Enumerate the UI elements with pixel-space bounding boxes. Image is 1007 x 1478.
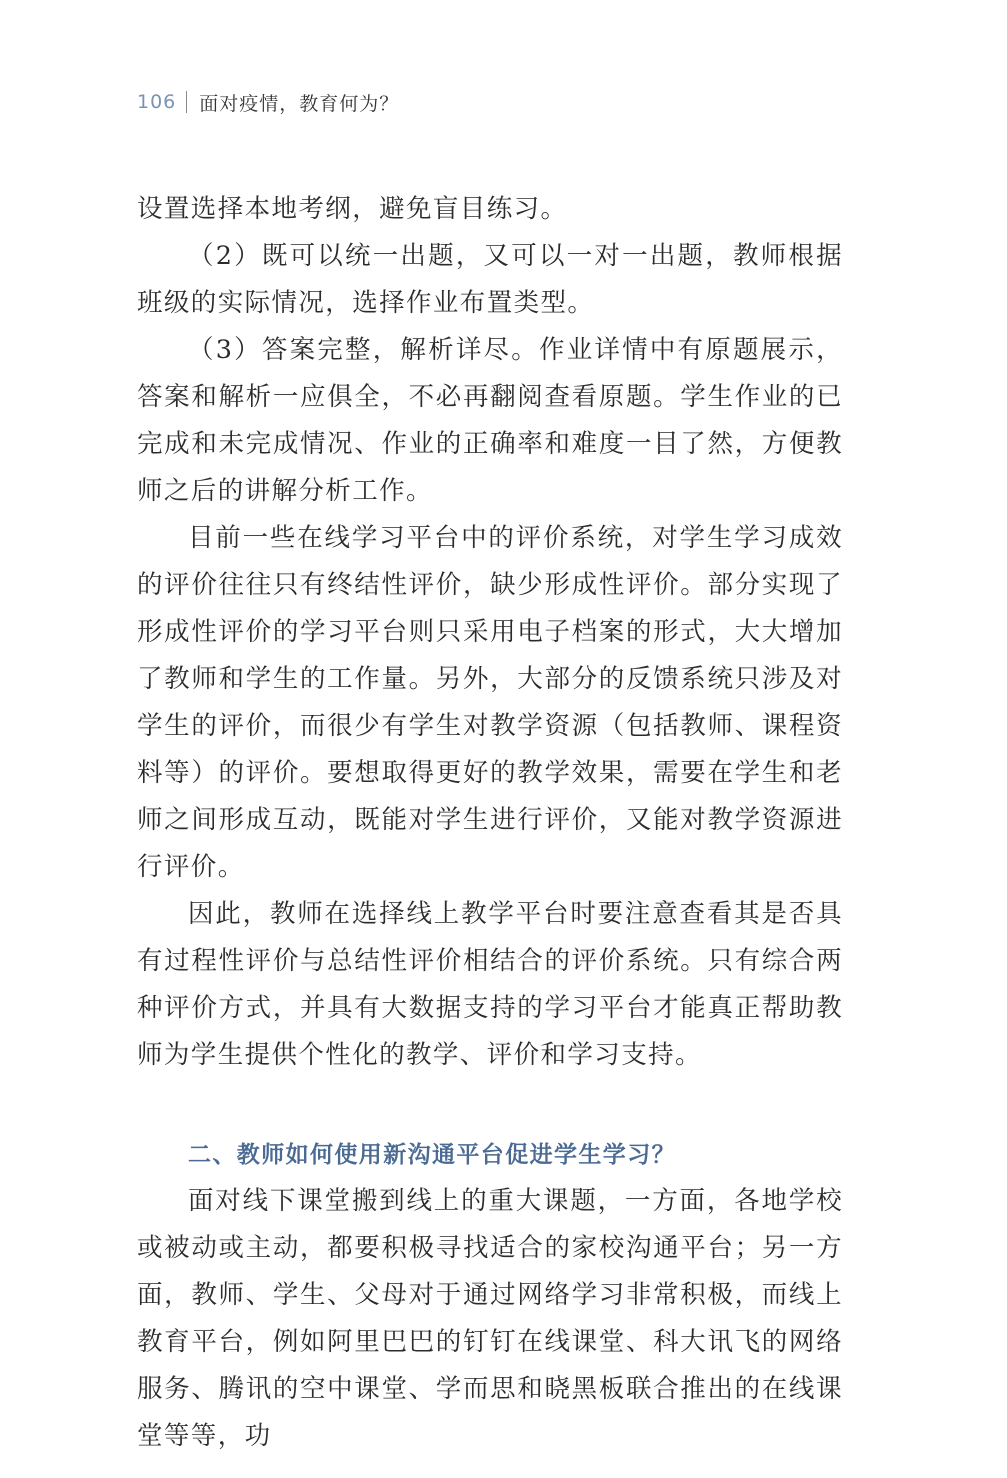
section-heading: 二、教师如何使用新沟通平台促进学生学习？ xyxy=(188,1142,676,1168)
header-divider xyxy=(186,91,187,113)
paragraph-continued: 设置选择本地考纲，避免盲目练习。 xyxy=(137,194,568,224)
paragraph-evaluation-systems: 目前一些在线学习平台中的评价系统，对学生学习成效的评价往往只有终结性评价，缺少形成性评价。部分实现了形成性评价的学习平台则只采用电子档案的形式，大大增加了教师和学生的工作量。另外，大部分的反馈系统只涉及对学生的评价，而很少有学生对教学资源（包括教师、课程资料等）的评价。要想取得更好的教学效果，需要在学生和老师之间形成互动，既能对学生进行评价，又能对教学资源进行评价。 xyxy=(137,523,843,882)
paragraph-communication-platforms: 面对线下课堂搬到线上的重大课题，一方面，各地学校或被动或主动，都要积极寻找适合的家校沟通平台；另一方面，教师、学生、父母对于通过网络学习非常积极，而线上教育平台，例如阿里巴巴的钉钉在线课堂、科大讯飞的网络服务、腾讯的空中课堂、学而思和晓黑板联合推出的在线课堂等等，功 xyxy=(137,1186,843,1451)
paragraph-conclusion: 因此，教师在选择线上教学平台时要注意查看其是否具有过程性评价与总结性评价相结合的评价系统。只有综合两种评价方式，并具有大数据支持的学习平台才能真正帮助教师为学生提供个性化的教学、评价和学习支持。 xyxy=(137,899,843,1070)
body-text xyxy=(137,186,843,1460)
book-title: 面对疫情，教育何为？ xyxy=(199,92,400,115)
running-header xyxy=(137,86,399,118)
paragraph-item-3: （3）答案完整，解析详尽。作业详情中有原题展示，答案和解析一应俱全，不必再翻阅查看原题。学生作业的已完成和未完成情况、作业的正确率和难度一目了然，方便教师之后的讲解分析工作。 xyxy=(137,335,843,506)
page-number: 106 xyxy=(137,91,177,113)
paragraph-item-2: （2）既可以统一出题，又可以一对一出题，教师根据班级的实际情况，选择作业布置类型。 xyxy=(137,241,843,318)
